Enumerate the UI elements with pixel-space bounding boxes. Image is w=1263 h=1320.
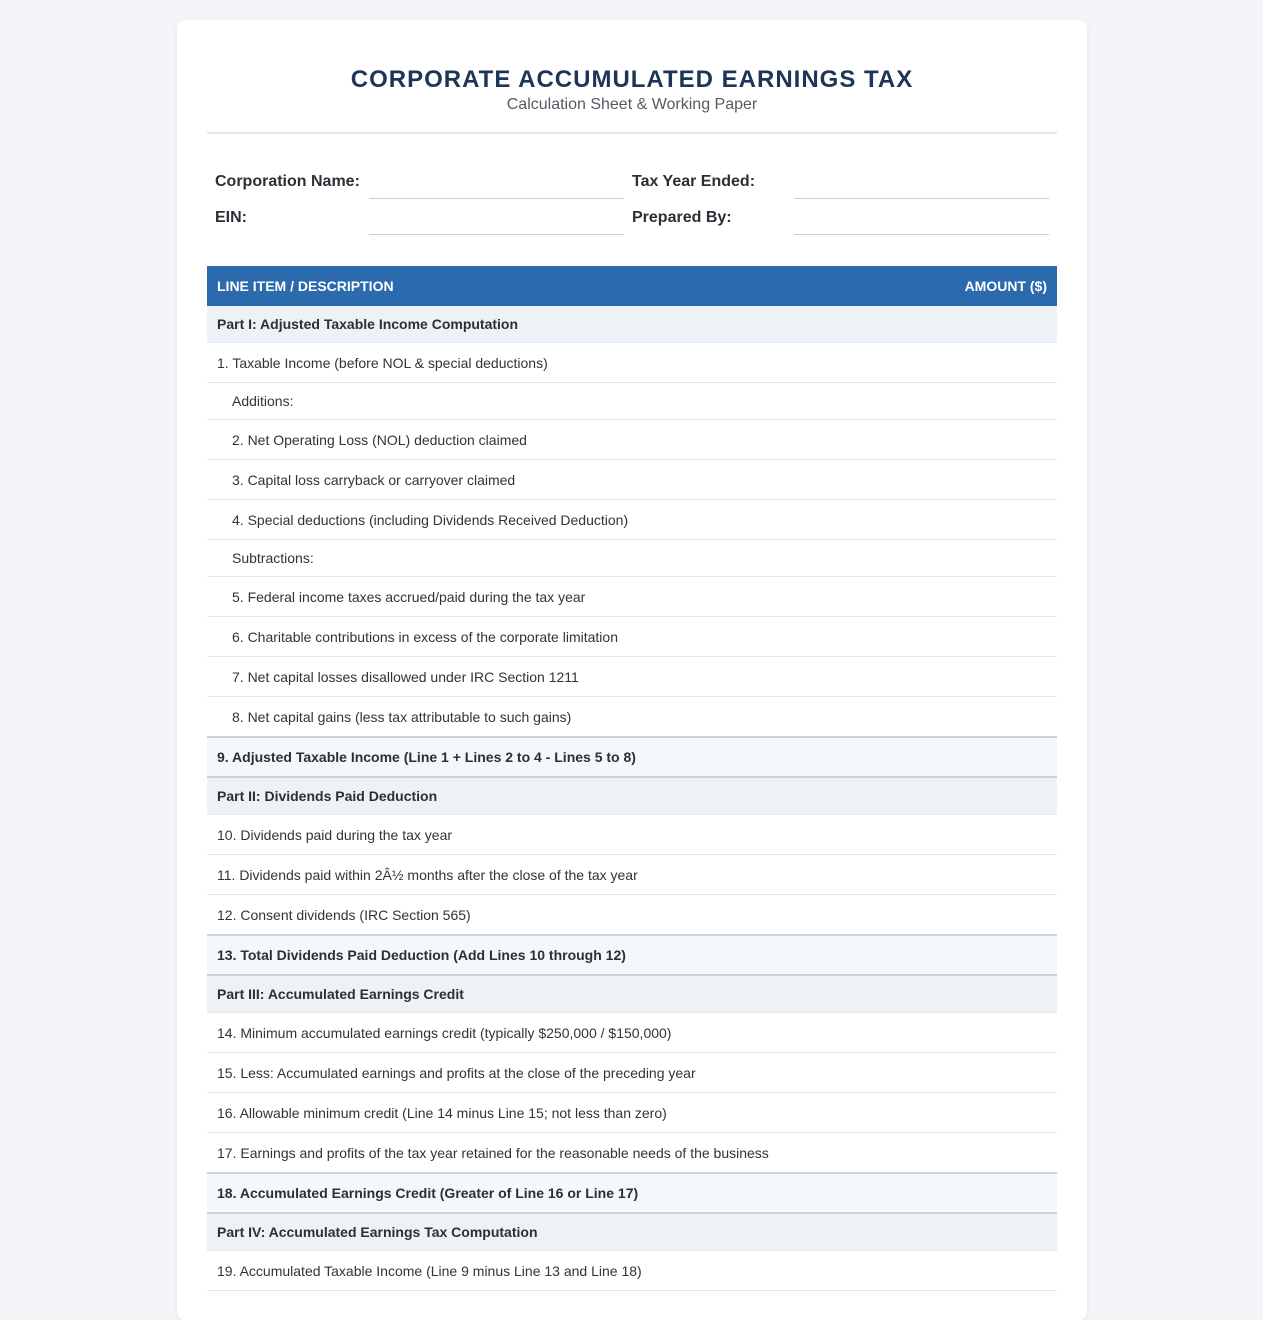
row-amount[interactable] (928, 737, 1057, 777)
table-row (207, 855, 1057, 895)
row-description: 11. Dividends paid within 2Â½ months after the close of the tax year (207, 855, 928, 895)
row-description: 16. Allowable minimum credit (Line 14 minus Line 15; not less than zero) (207, 1093, 928, 1133)
row-description: Part I: Adjusted Taxable Income Computation (207, 306, 928, 343)
table-header-row (207, 266, 1057, 306)
calculation-table-wrapper (207, 266, 1057, 1291)
table-row (207, 1133, 1057, 1174)
row-description: Part II: Dividends Paid Deduction (207, 777, 928, 815)
table-row (207, 1093, 1057, 1133)
row-amount[interactable] (928, 500, 1057, 540)
tax-year-field[interactable] (794, 165, 1049, 199)
corporation-name-field[interactable] (369, 165, 624, 199)
row-description: 19. Accumulated Taxable Income (Line 9 minus Line 13 and Line 18) (207, 1251, 928, 1291)
ein-label: EIN: (215, 209, 247, 226)
total-row (207, 935, 1057, 975)
corporation-name-label: Corporation Name: (215, 173, 360, 190)
tax-year-label: Tax Year Ended: (632, 173, 756, 190)
info-row-2 (207, 201, 1057, 237)
table-body (207, 306, 1057, 1291)
row-description: 12. Consent dividends (IRC Section 565) (207, 895, 928, 936)
row-description: 18. Accumulated Earnings Credit (Greater of Line 16 or Line 17) (207, 1173, 928, 1213)
row-description: 4. Special deductions (including Dividends Received Deduction) (207, 500, 928, 540)
total-row (207, 737, 1057, 777)
section-row (207, 777, 1057, 815)
table-row (207, 815, 1057, 855)
table-row (207, 343, 1057, 383)
table-row (207, 1053, 1057, 1093)
table-row (207, 577, 1057, 617)
row-amount[interactable] (928, 855, 1057, 895)
calculation-table (207, 266, 1057, 1291)
row-amount[interactable] (928, 815, 1057, 855)
row-description: 1. Taxable Income (before NOL & special deductions) (207, 343, 928, 383)
row-description: 6. Charitable contributions in excess of the corporate limitation (207, 617, 928, 657)
row-amount[interactable] (928, 1133, 1057, 1174)
section-row (207, 1213, 1057, 1251)
page-subtitle: Calculation Sheet & Working Paper (506, 96, 758, 113)
row-description: 7. Net capital losses disallowed under IRC Section 1211 (207, 657, 928, 697)
row-amount[interactable] (928, 1173, 1057, 1213)
table-row (207, 617, 1057, 657)
row-description: 10. Dividends paid during the tax year (207, 815, 928, 855)
table-row (207, 1251, 1057, 1291)
row-description: Subtractions: (207, 540, 928, 577)
section-row (207, 975, 1057, 1013)
prepared-by-field[interactable] (794, 201, 1049, 235)
table-row (207, 383, 1057, 420)
row-amount[interactable] (928, 1251, 1057, 1291)
row-amount[interactable] (928, 657, 1057, 697)
column-header-amount: AMOUNT ($) (928, 266, 1057, 306)
row-amount[interactable] (928, 935, 1057, 975)
row-amount (928, 540, 1057, 577)
row-description: 8. Net capital gains (less tax attributable to such gains) (207, 697, 928, 738)
total-row (207, 1173, 1057, 1213)
row-description: 17. Earnings and profits of the tax year retained for the reasonable needs of the business (207, 1133, 928, 1174)
table-row (207, 540, 1057, 577)
sheet-header (207, 20, 1057, 134)
calculation-sheet (177, 20, 1087, 1320)
row-description: Additions: (207, 383, 928, 420)
row-amount (928, 1213, 1057, 1251)
row-amount[interactable] (928, 577, 1057, 617)
table-row (207, 895, 1057, 936)
ein-field[interactable] (369, 201, 624, 235)
section-row (207, 306, 1057, 343)
row-description: 2. Net Operating Loss (NOL) deduction claimed (207, 420, 928, 460)
table-row (207, 500, 1057, 540)
info-row-1 (207, 165, 1057, 201)
row-amount[interactable] (928, 1093, 1057, 1133)
row-amount (928, 383, 1057, 420)
table-row (207, 420, 1057, 460)
row-description: 9. Adjusted Taxable Income (Line 1 + Lines 2 to 4 - Lines 5 to 8) (207, 737, 928, 777)
page-title: CORPORATE ACCUMULATED EARNINGS TAX (350, 66, 914, 93)
row-amount (928, 306, 1057, 343)
row-amount[interactable] (928, 697, 1057, 738)
row-amount[interactable] (928, 420, 1057, 460)
table-row (207, 1013, 1057, 1053)
row-description: 14. Minimum accumulated earnings credit (typically $250,000 / $150,000) (207, 1013, 928, 1053)
row-amount[interactable] (928, 1013, 1057, 1053)
row-amount[interactable] (928, 617, 1057, 657)
row-amount[interactable] (928, 895, 1057, 936)
row-amount (928, 975, 1057, 1013)
prepared-by-label: Prepared By: (632, 209, 732, 226)
row-amount[interactable] (928, 460, 1057, 500)
row-amount[interactable] (928, 343, 1057, 383)
row-description: Part IV: Accumulated Earnings Tax Computation (207, 1213, 928, 1251)
row-description: 15. Less: Accumulated earnings and profits at the close of the preceding year (207, 1053, 928, 1093)
row-description: 3. Capital loss carryback or carryover claimed (207, 460, 928, 500)
row-description: 5. Federal income taxes accrued/paid during the tax year (207, 577, 928, 617)
table-row (207, 697, 1057, 738)
corporation-info (207, 165, 1057, 237)
column-header-description: LINE ITEM / DESCRIPTION (207, 266, 928, 306)
row-description: Part III: Accumulated Earnings Credit (207, 975, 928, 1013)
table-row (207, 460, 1057, 500)
row-description: 13. Total Dividends Paid Deduction (Add Lines 10 through 12) (207, 935, 928, 975)
row-amount (928, 777, 1057, 815)
row-amount[interactable] (928, 1053, 1057, 1093)
table-row (207, 657, 1057, 697)
